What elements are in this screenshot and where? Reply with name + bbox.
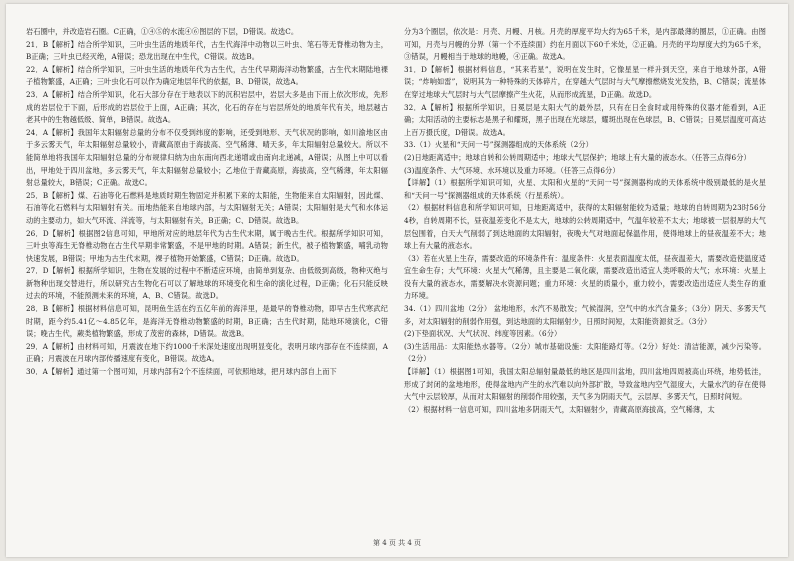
right-para-0: 分为3个圈层，依次是：月壳、月幔、月核。月壳的厚度平均大约为65千米，是内部最薄的圈层，①正确。由图可知，月壳与月幔的分界（第一个不连续面）约在月面以下60千米处，②正确。月壳的平均厚度大约为65千米，③错误，月幔相当于地球的地幔，④正确。故选A。 [404,27,766,62]
left-para-4: 24．A【解析】我国年太阳辐射总量的分布不仅受到纬度的影响，还受到地形、天气状况的影响，如川渝地区由于多云雾天气，年太阳辐射总量较小，青藏高原由于海拔高、空气稀薄、晴天多，年太阳辐射总量较大。所以不能简单地将我国年太阳辐射总量的分布规律归纳为由东南向西北递增或由南向北递减，A错误；从图上中可以看出，甲地处于四川盆地，多云雾天气，年太阳辐射总量较小；乙地位于青藏高原，海拔高，空气稀薄，年太阳辐射总量较大，B错误；C正确。故选C。 [26,127,388,188]
right-para-3: 33.（1）火星和“天问一号”探测器组成的天体系统（2分） [404,140,593,150]
right-para-11: (3)生活用品：太阳能热水器等。（2分）城市基础设施：太阳能路灯等。（2分）好处：清洁能源，减少污染等。（2分） [404,341,766,364]
left-para-1: 21．B【解析】结合所学知识，三叶虫生活的地质年代，古生代海洋中动物以三叶虫、笔石等无脊椎动物为主，B正确；三叶虫已经灭绝，A错误；恐龙出现在中生代，C错误。故选B。 [26,39,388,62]
left-para-8: 28．B【解析】根据材料信息可知，昆明鱼生活在约五亿年前的海洋里，是最早的脊椎动物，即早古生代寒武纪时期，距今约5.41亿～4.85亿年，是海洋无脊椎动物繁盛的时期，B正确；古生代时期，陆地环境演化，C错误；晚古生代，蕨类植物繁盛，形成了茂密的森林，D错误。故选B。 [26,304,388,339]
right-para-10: (2)下垫面状况、大气状况、纬度等因素。（6分） [404,329,562,339]
right-para-2: 32．A【解析】根据所学知识，日冕层是太阳大气的最外层，只有在日全食时或用特殊的仪器才能看到，A正确；太阳活动的主要标志是黑子和耀斑，黑子出现在光球层，耀斑出现在色球层，B、C错误；日冕层温度可高达上百万摄氏度，D错误。故选A。 [404,102,766,137]
right-para-12: 【详解】（1）根据图1可知，我国太阳总辐射量最低的地区是四川盆地，四川盆地四周被高山环绕，地势低洼，形成了封闭的盆地地形，使得盆地内产生的水汽难以向外部扩散，导致盆地内空气湿度大，大量水汽的存在使得大气中云层较厚，从而对太阳辐射的削弱作用较强，天气多为阴雨天气，云层厚、多雾天气，日照时间短。 [404,367,766,402]
left-para-6: 26．D【解析】根据图2信息可知，甲地所对应的地层年代为古生代末期，属于晚古生代。根据所学知识可知，三叶虫等海生无脊椎动物在古生代早期非常繁盛，不是甲地的时期。A错误；新生代，被子植物繁盛，哺乳动物快速发展，B错误；甲地为古生代末期，裸子植物开始繁盛，C错误；D正确。故选D。 [26,228,388,263]
left-para-5: 25．B【解析】煤、石油等化石燃料是地质时期生物固定并积累下来的太阳能，生物能来自太阳辐射，因此煤、石油等化石燃料与太阳辐射有关。而地热能来自地球内部，与太阳辐射无关；A错误；太阳辐射是大气和水体运动的主要动力，如大气环流、洋流等，与太阳辐射有关，B正确；C、D错误。故选B。 [26,190,388,225]
right-para-4: (2)日地距离适中；地球自转和公转周期适中；地球大气层保护；地球上有大量的液态水。（任答三点得6分） [404,152,751,162]
left-para-0: 岩石圈中，并改造岩石圈。C正确，①④⑤的水流④⑥图层的下层，D错误。故选C。 [26,27,299,36]
right-column [404,26,766,532]
right-para-1: 31．D【解析】根据材料信息，“其来若星”，说明在发生时，它像星星一样升到天空，来自于地球外部，A错误；“炸响如雷”，说明其为一种特殊的天体碎片，在穿越大气层时与大气摩擦燃烧发光发热，B、C错误；流星体在穿过地球大气层时与大气层摩擦产生火花，从而形成流星，D正确。故选D。 [404,64,766,99]
left-para-3: 23．A【解析】结合所学知识，化石大部分存在于地表以下的沉积岩层中，岩层大多是由下而上依次形成，先形成的岩层位于下面，后形成的岩层位于上面，A正确；其次，化石的存在与岩层所处的地质年代有关，地层越古老其中的生物越低级、简单，B错误。故选A。 [26,89,388,125]
right-para-9: 34.（1）四川盆地（2分） 盆地地形，水汽不易散发；气候湿润，空气中的水汽含量多；（3分）阴天、多雾天气多，对太阳辐射的削弱作用强，到达地面的太阳辐射少，日照时间短，太阳能资源贫乏。（3分） [404,304,766,326]
left-para-10: 30．A【解析】通过第一个图可知，月球内部有2个不连续面，可依照地球，把月球内部自上而下 [26,367,337,377]
left-para-2: 22．A【解析】结合所学知识，三叶虫生活的地质年代为古生代，古生代早期海洋动物繁盛，古生代末期陆地裸子植物繁盛，A正确；三叶虫化石可以作为确定地层年代的依据，B、D错误，故选A。 [26,64,388,87]
right-para-6: 【详解】（1）根据所学知识可知，火星、太阳和火星的“天问一号”探测器构成的天体系统中级别最低的是火星和“天问一号”探测器组成的天体系统（行星系统）。 [404,178,766,200]
right-para-5: (3)温度条件、大气环境、水环境以及重力环境。（任答三点得6分） [404,165,620,175]
left-column [26,26,388,532]
right-para-8: （3）若在火星上生存，需要改造的环境条件有：温度条件：火星表面温度太低，昼夜温差大，需要改造使温度适宜生命生存；大气环境：火星大气稀薄，且主要是二氧化碳，需要改造出适宜人类呼吸的大气；水环境：火星上没有大量的液态水，需要解决水资源问题；重力环境：火星的质量小，重力较小，需要改造出适应人类生存的重力环境。 [404,253,766,301]
right-para-7: （2）根据材料信息和所学知识可知，日地距离适中，获得的太阳辐射能较为适量；地球的自转周期为23时56分4秒，自转周期不长，昼夜温差变化不是太大，地球的公转周期适中，气温年较差不太大；地球被一层很厚的大气层包围着，白天大气削弱了到达地面的太阳辐射，夜晚大气对地面起保温作用，使得地球上的昼夜温差不大；地球上有大量的液态水。 [404,203,766,251]
page-footer: 第 4 页 共 4 页 [372,539,422,547]
left-para-9: 29．A【解析】由材料可知，月震波在地下约1000千米深处速度出现明显变化，表明月球内部存在不连续面，A正确；月震波在月球内部传播速度有变化，B错误。故选A。 [26,341,388,364]
answer-sheet [6,4,788,557]
right-para-13: （2）根据材料一信息可知，四川盆地多阴雨天气，太阳辐射少，青藏高原海拔高，空气稀薄，太 [404,404,715,414]
left-para-7: 27．D【解析】根据所学知识，生物在发展的过程中不断适应环境，由简单到复杂、由低级到高级，物种灭绝与新物种出现交替进行，所以研究古生物化石可以了解地球的环境变化和生命的演化过程，D正确；化石只能反映过去的环境，不能预测未来的环境，A、B、C错误。故选D。 [26,266,388,301]
